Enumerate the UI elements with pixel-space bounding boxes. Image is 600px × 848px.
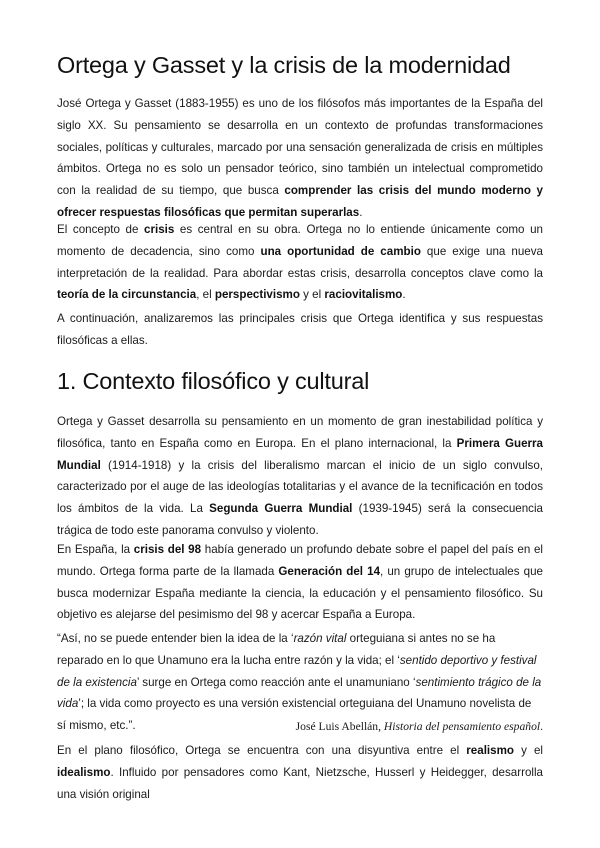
text-run: que exige una nueva interpretación de la realidad. Para abordar estas crisis, desarrolla conceptos clave como la (57, 244, 543, 280)
section-heading: 1. Contexto filosófico y cultural (57, 368, 370, 394)
text-run: , el (196, 288, 215, 302)
quote-attribution (57, 716, 543, 738)
bold-text: comprender las crisis del mundo moderno y ofrecer respuestas filosóficas que permitan superarlas (57, 184, 543, 219)
text-run: es central en su obra. Ortega no lo entiende únicamente como un momento de decadencia, sino como (57, 223, 543, 258)
text-run: (1914-1918) y la crisis del liberalismo marcan el inicio de un siglo convulso, caracterizado por el auge de las ideologías totalitarias y el avance de la tecnificación en todos los ámbitos de la vida. La (57, 458, 543, 516)
bold-text: perspectivismo (214, 288, 300, 302)
text-run: ’; la vida como proyecto es una versión existencial orteguiana del Unamuno novelista de sí mismo, etc.”. (57, 697, 532, 733)
text-run: . Influido por pensadores como Kant, Nietzsche, Husserl y Heidegger, desarrolla una visión original (57, 765, 543, 801)
bold-text: Generación del 14 (278, 564, 381, 578)
text-run: orteguiana si antes no se ha reparado en lo que Unamuno era la lucha entre razón y la vida; el ‘ (57, 632, 496, 667)
bold-text: Primera Guerra Mundial (57, 436, 543, 472)
intro-paragraph-1 (57, 93, 543, 224)
italic-text: sentimiento trágico de la vida (57, 675, 542, 711)
bold-text: crisis (144, 223, 175, 236)
bold-text: Segunda Guerra Mundial (209, 502, 353, 516)
text-run: El concepto de (57, 223, 145, 236)
section-paragraph-2 (57, 539, 543, 626)
section-paragraph-3 (57, 740, 543, 805)
text-run: ’ surge en Ortega como reacción ante el unamuniano ‘ (136, 675, 416, 689)
bold-text: idealismo (57, 765, 111, 779)
text-run: José Ortega y Gasset (1883-1955) es uno de los filósofos más importantes de la España del siglo XX. Su pensamiento se desarrolla en un contexto de profundas transformaciones sociales, políticas y culturales, marcado por una sensación generalizada de crisis en múltiples ámbitos. Ortega no es solo un pensador teórico, sino también un intelectual comprometido con la realidad de su tiempo, que busca (57, 97, 543, 198)
italic-text: sentido deportivo y festival de la existencia (57, 653, 537, 689)
bold-text: raciovitalismo (324, 288, 403, 302)
text-run: , un grupo de intelectuales que busca modernizar España mediante la ciencia, la educación y el pensamiento filosófico. Su objetivo es alejarse del pesimismo del 98 y acercar España a Europa. (57, 564, 543, 622)
section-paragraph-1 (57, 411, 543, 542)
bold-text: una oportunidad de cambio (260, 244, 421, 258)
text-run: . (402, 288, 406, 302)
page-title: Ortega y Gasset y la crisis de la modernidad (57, 52, 511, 78)
bold-text: realismo (466, 744, 514, 757)
text-run: había generado un profundo debate sobre el papel del país en el mundo. Ortega forma parte de la llamada (57, 543, 543, 578)
text-run: “Así, no se puede entender bien la idea de la ‘ (57, 632, 294, 645)
attribution-author: José Luis Abellán, (295, 720, 384, 733)
intro-paragraph-3: A continuación, analizaremos las principales crisis que Ortega identifica y sus respuestas filosóficas a ellas. (57, 312, 543, 347)
bold-text: crisis del 98 (133, 543, 202, 556)
text-run: y el (299, 288, 325, 302)
text-run: . (359, 205, 363, 219)
text-run: Ortega y Gasset desarrolla su pensamiento en un momento de gran inestabilidad política y filosófica, tanto en España como en Europa. En el plano internacional, la (57, 415, 543, 450)
text-run: En España, la (57, 543, 134, 556)
text-run: y el (513, 744, 543, 757)
text-run: En el plano filosófico, Ortega se encuentra con una disyuntiva entre el (57, 744, 467, 757)
text-run: . (540, 720, 543, 733)
bold-text: teoría de la circunstancia (57, 288, 197, 302)
intro-paragraph-2 (57, 219, 543, 306)
attribution-work: Historia del pensamiento español (383, 720, 541, 733)
italic-text: razón vital (293, 632, 347, 645)
text-run: (1939-1945) será la consecuencia trágica de todo este panorama convulso y violento. (57, 502, 543, 537)
